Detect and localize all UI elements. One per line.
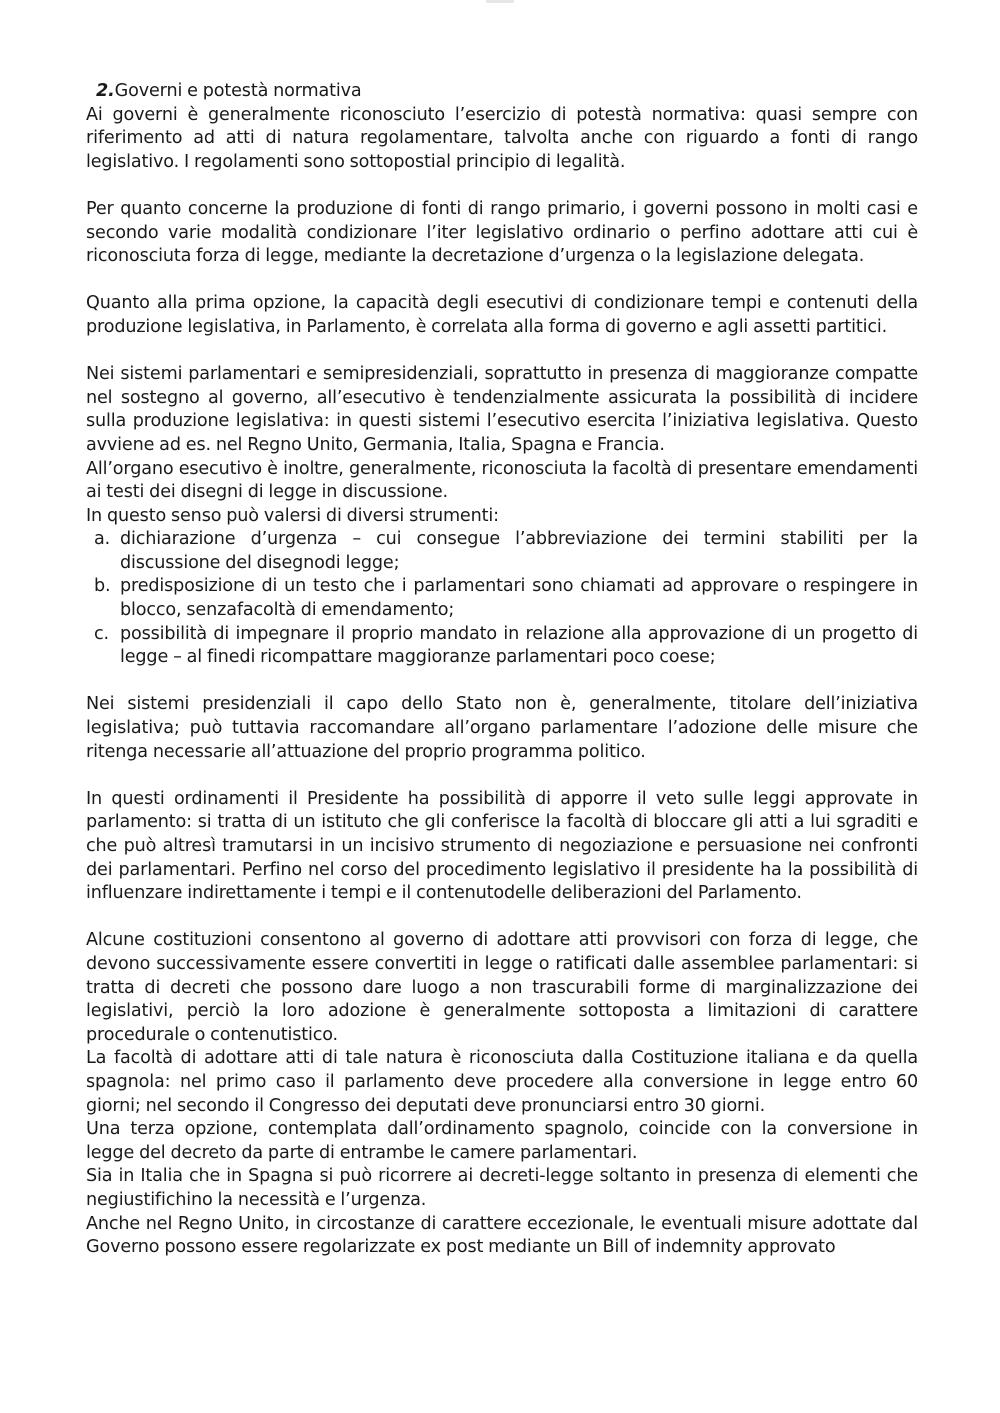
section-title: Governi e potestà normativa — [114, 81, 362, 101]
list-item — [86, 575, 918, 622]
list-item-text: dichiarazione d’urgenza – cui consegue l’abbreviazione dei termini stabiliti per la discussione del disegnodi legge; — [120, 529, 918, 573]
paragraph-9: Alcune costituzioni consentono al governo di adottare atti provvisori con forza di legge, che devono successivamente essere convertiti in legge o ratificati dalle assemblee parlamentari: si tratta di decreti che possono dare luogo a non trascurabili forme di marginalizzazione dei legislativi, perciò la loro adozione è generalmente sottoposta a limitazioni di carattere procedurale o contenutistico. — [86, 930, 918, 1045]
paragraph-12: Sia in Italia che in Spagna si può ricorrere ai decreti-legge soltanto in presenza di elementi che negiustifichino la necessità e l’urgenza. — [86, 1166, 918, 1210]
paragraph-2: Per quanto concerne la produzione di fonti di rango primario, i governi possono in molti casi e secondo varie modalità condizionare l’iter legislativo ordinario o perfino adottare atti cui è riconosciuta forza di legge, mediante la decretazione d’urgenza o la legislazione delegata. — [86, 198, 918, 267]
paragraph-gap — [86, 174, 918, 198]
document-page — [86, 80, 918, 1260]
paragraph-5: All’organo esecutivo è inoltre, generalmente, riconosciuta la facoltà di presentare emendamenti ai testi dei disegni di legge in discussione. — [86, 458, 918, 503]
tools-list — [86, 528, 918, 670]
page-top-mark — [486, 0, 514, 3]
section-heading — [86, 80, 918, 104]
list-item — [86, 623, 918, 670]
list-item-text: possibilità di impegnare il proprio mandato in relazione alla approvazione di un progetto di legge – al finedi ricompattare maggioranze parlamentari poco coese; — [120, 623, 918, 668]
paragraph-gap — [86, 269, 918, 293]
paragraph-10: La facoltà di adottare atti di tale natura è riconosciuta dalla Costituzione italiana e da quella spagnola: nel primo caso il parlamento deve procedere alla conversione in legge entro 60 giorni; nel secondo il Congresso dei deputati deve pronunciarsi entro 30 giorni. — [86, 1048, 918, 1116]
paragraph-6: In questo senso può valersi di diversi strumenti: — [86, 505, 499, 526]
paragraph-gap — [86, 340, 918, 364]
list-item-marker: c. — [94, 623, 109, 644]
paragraph-8: In questi ordinamenti il Presidente ha possibilità di apporre il veto sulle leggi approvate in parlamento: si tratta di un istituto che gli conferisce la facoltà di bloccare gli atti a lui sgraditi e che può altresì tramutarsi in un incisivo strumento di negoziazione e persuasione nei confronti dei parlamentari. Perfino nel corso del procedimento legislativo il presidente ha la possibilità di influenzare indirettamente i tempi e il contenutodelle deliberazioni del Parlamento. — [86, 788, 918, 904]
paragraph-3: Quanto alla prima opzione, la capacità degli esecutivi di condizionare tempi e contenuti della produzione legislativa, in Parlamento, è correlata alla forma di governo e agli assetti partitici. — [86, 293, 918, 337]
paragraph-gap — [86, 906, 918, 930]
list-item-marker: b. — [94, 576, 111, 597]
paragraph-gap — [86, 764, 918, 788]
paragraph-13: Anche nel Regno Unito, in circostanze di carattere eccezionale, le eventuali misure adottate dal Governo possono essere regolarizzate ex post mediante un Bill of indemnity approvato — [86, 1213, 918, 1258]
paragraph-1: Ai governi è generalmente riconosciuto l’esercizio di potestà normativa: quasi sempre con riferimento ad atti di natura regolamentare, talvolta anche con riguardo a fonti di rango legislativo. I regolamenti sono sottopostial principio di legalità. — [86, 104, 918, 172]
paragraph-7: Nei sistemi presidenziali il capo dello Stato non è, generalmente, titolare dell’iniziativa legislativa; può tuttavia raccomandare all’organo parlamentare l’adozione delle misure che ritenga necessarie all’attuazione del proprio programma politico. — [86, 694, 918, 762]
list-item — [86, 528, 918, 575]
list-item-text: predisposizione di un testo che i parlamentari sono chiamati ad approvare o respingere in blocco, senzafacoltà di emendamento; — [120, 576, 918, 621]
section-number: 2. — [96, 81, 115, 101]
paragraph-4: Nei sistemi parlamentari e semipresidenziali, soprattutto in presenza di maggioranze compatte nel sostegno al governo, all’esecutivo è tendenzialmente assicurata la possibilità di incidere sulla produzione legislativa: in questi sistemi l’esecutivo esercita l’iniziativa legislativa. Questo avviene ad es. nel Regno Unito, Germania, Italia, Spagna e Francia. — [86, 364, 918, 455]
list-item-marker: a. — [94, 529, 111, 550]
paragraph-gap — [86, 670, 918, 694]
paragraph-11: Una terza opzione, contemplata dall’ordinamento spagnolo, coincide con la conversione in legge del decreto da parte di entrambe le camere parlamentari. — [86, 1119, 918, 1163]
